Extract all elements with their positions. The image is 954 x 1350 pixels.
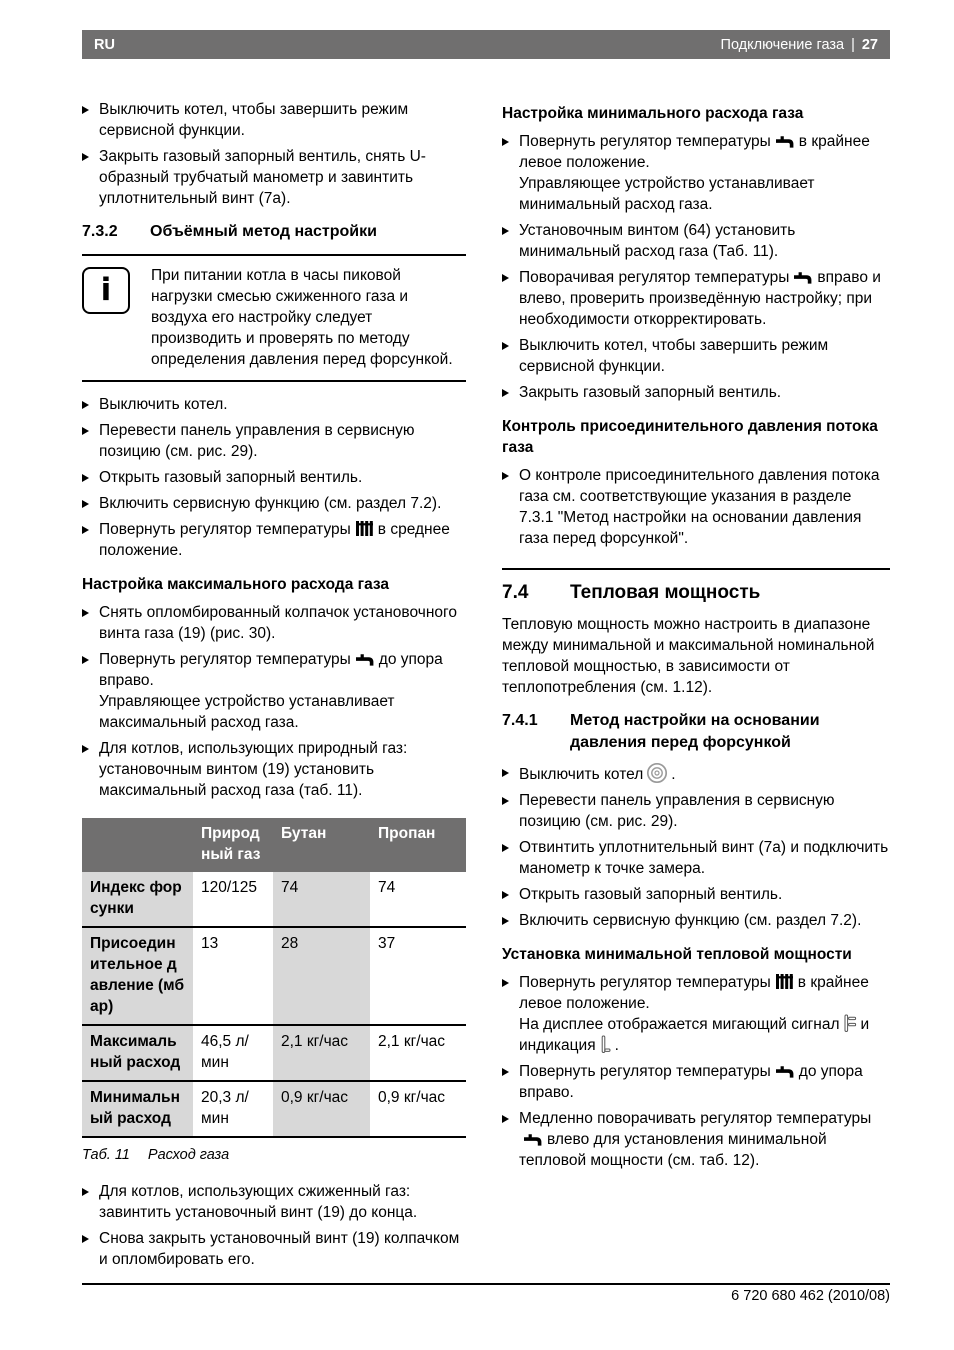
bullet-text: Для котлов, использующих природный газ: установочным винтом (19) установить максимальный расход газа (таб. 11).: [99, 740, 408, 799]
power-knob-icon: [646, 762, 668, 784]
bullet-text: Включить сервисную функцию (см. раздел 7.2).: [99, 495, 442, 512]
radiator-icon: [356, 521, 373, 536]
bullet-text: Перевести панель управления в сервисную позицию (см. рис. 29).: [519, 792, 835, 830]
bullet-icon: [82, 1235, 89, 1243]
bullet-text: Установочным винтом (64) установить минимальный расход газа (Таб. 11).: [519, 222, 796, 260]
cell: 37: [378, 935, 396, 952]
bullet-item: [502, 1108, 890, 1171]
row-label: Присоединительное давление (мбар): [82, 927, 193, 1025]
bullet-icon: [502, 797, 509, 805]
bullet-continuation: Управляющее устройство устанавливает минимальный расход газа.: [519, 175, 815, 213]
bullet-item: [502, 382, 890, 403]
cell: 2,1 кг/час: [378, 1033, 446, 1050]
bullet-item: [502, 790, 890, 832]
note-text: При питании котла в часы пиковой нагрузки смесью сжиженного газа и воздуха его настройку следует производить и проверять по методу определения давления перед форсункой.: [151, 267, 453, 368]
display-segment-indication-icon: [600, 1035, 611, 1054]
section-heading-74: [502, 581, 890, 605]
tap-icon: [776, 134, 794, 148]
bullet-text: Повернуть регулятор температуры до упора вправо. Управляющее устройство устанавливает максимальный расход газа.: [99, 651, 466, 733]
tap-icon: [776, 1064, 794, 1078]
bullet-text: Повернуть регулятор температуры в среднее положение.: [99, 521, 450, 559]
bullet-icon: [82, 106, 89, 114]
page-header-bar: [82, 30, 890, 59]
bullet-text: Выключить котел .: [519, 766, 676, 783]
bullet-icon: [502, 1068, 509, 1076]
bullet-icon: [502, 274, 509, 282]
cell: 13: [201, 935, 219, 952]
bullet-text: Выключить котел, чтобы завершить режим сервисной функции.: [519, 337, 829, 375]
cell: 120/125: [201, 879, 258, 896]
section-title: Метод настройки на основании давления перед форсункой: [570, 712, 820, 751]
cell: 2,1 кг/час: [273, 1025, 370, 1081]
bullet-text: Снять опломбированный колпачок установочного винта газа (19) (рис. 30).: [99, 604, 457, 642]
bullet-text: Выключить котел, чтобы завершить режим сервисной функции.: [99, 101, 409, 139]
section-heading-732: [82, 221, 466, 243]
bullet-icon: [82, 153, 89, 161]
subheading-pressure-control: Контроль присоединительного давления потока газа: [502, 418, 878, 456]
bullet-icon: [502, 389, 509, 397]
bullet-icon: [502, 1115, 509, 1123]
section-number: 7.4: [502, 582, 529, 603]
subheading-set-min-heat-output: Установка минимальной тепловой мощности: [502, 946, 852, 963]
bullet-text: Снова закрыть установочный винт (19) колпачком и опломбировать его.: [99, 1230, 460, 1268]
table-header-butane: Бутан: [273, 818, 370, 872]
bullet-text: Повернуть регулятор температуры в крайнее левое положение. Управляющее устройство устанавливает минимальный расход газа.: [519, 133, 890, 215]
bullet-item: [502, 972, 890, 1056]
cell: 28: [273, 927, 370, 1025]
bullet-icon: [502, 342, 509, 350]
bullet-text: Включить сервисную функцию (см. раздел 7.2).: [519, 912, 862, 929]
table-row: [82, 927, 466, 1025]
bullet-icon: [502, 138, 509, 146]
bullet-item: [82, 420, 466, 462]
table-caption: [82, 1145, 466, 1166]
bullet-item: [502, 1061, 890, 1103]
header-page-number: 27: [861, 36, 878, 53]
row-label: Максимальный расход: [82, 1025, 193, 1081]
bullet-text: Отвинтить уплотнительный винт (7а) и подключить манометр к точке замера.: [519, 839, 889, 877]
header-right: [721, 37, 878, 53]
section-title: Тепловая мощность: [570, 582, 761, 603]
bullet-item: [82, 146, 466, 209]
bullet-item: [502, 837, 890, 879]
row-label: Индекс форсунки: [82, 872, 193, 927]
radiator-icon: [776, 974, 793, 989]
display-segment-signal-icon: [844, 1014, 857, 1033]
subheading-min-gas-flow: Настройка минимального расхода газа: [502, 105, 804, 122]
info-icon: [82, 267, 130, 314]
bullet-item: [82, 1228, 466, 1270]
left-column: [82, 99, 466, 1275]
bullet-icon: [82, 401, 89, 409]
bullet-text: Перевести панель управления в сервисную позицию (см. рис. 29).: [99, 422, 415, 460]
table-caption-label: Таб. 11: [82, 1147, 130, 1163]
tap-icon: [794, 270, 812, 284]
bullet-text: Медленно поворачивать регулятор температурывлево для установления минимальной тепловой мощности (см. таб. 12).: [519, 1110, 872, 1169]
cell: 0,9 кг/час: [378, 1089, 446, 1106]
bullet-item: [82, 467, 466, 488]
divider: [502, 568, 890, 570]
bullet-text: Выключить котел.: [99, 396, 228, 413]
bullet-icon: [502, 917, 509, 925]
bullet-text: О контроле присоединительного давления потока газа см. соответствующие указания в разделе 7.3.1 "Метод настройки на основании давления газа перед форсункой".: [519, 467, 880, 547]
bullet-icon: [82, 474, 89, 482]
bullet-icon: [82, 745, 89, 753]
section-number: 7.4.1: [502, 712, 538, 729]
header-separator: |: [851, 36, 855, 53]
table-caption-text: Расход газа: [147, 1147, 230, 1163]
bullet-item: [82, 602, 466, 644]
table-row: [82, 1081, 466, 1137]
subheading-max-gas-flow: Настройка максимального расхода газа: [82, 576, 390, 593]
note-box: [82, 256, 466, 380]
bullet-item: [502, 220, 890, 262]
bullet-text: Повернуть регулятор температуры до упора вправо.: [519, 1063, 863, 1101]
footer-divider: [82, 1283, 890, 1285]
bullet-icon: [502, 472, 509, 480]
table-header-empty: [82, 818, 193, 872]
bullet-text: Повернуть регулятор температуры в крайнее левое положение. На дисплее отображается мигающий сигнал и индикация .: [519, 974, 890, 1056]
bullet-icon: [502, 891, 509, 899]
bullet-item: [82, 1181, 466, 1223]
bullet-icon: [502, 979, 509, 987]
bullet-icon: [82, 500, 89, 508]
header-language-label: RU: [94, 36, 115, 53]
bullet-continuation: На дисплее отображается мигающий сигнал и индикация .: [519, 1016, 870, 1054]
section-heading-741: [502, 710, 890, 754]
bullet-text: Поворачивая регулятор температуры вправо и влево, проверить произведённую настройку; при необходимости откорректировать.: [519, 269, 881, 328]
bullet-icon: [502, 844, 509, 852]
info-icon-glyph: i: [100, 272, 112, 308]
right-column: [502, 99, 890, 1176]
cell: 74: [273, 872, 370, 927]
cell: 74: [378, 879, 396, 896]
gas-flow-table: [82, 818, 466, 1138]
section-number: 7.3.2: [82, 223, 118, 240]
row-label: Минимальный расход: [82, 1081, 193, 1137]
cell: 20,3 л/мин: [201, 1089, 249, 1127]
bullet-item: [502, 910, 890, 931]
table-header-propane: Пропан: [370, 818, 466, 872]
bullet-item: [82, 493, 466, 514]
bullet-icon: [82, 427, 89, 435]
bullet-text: Открыть газовый запорный вентиль.: [99, 469, 363, 486]
bullet-item: [502, 267, 890, 330]
bullet-item: [82, 649, 466, 733]
bullet-item: [502, 762, 890, 785]
header-chapter-title: Подключение газа: [720, 36, 845, 53]
bullet-text: Закрыть газовый запорный вентиль.: [519, 384, 782, 401]
cell: 46,5 л/мин: [201, 1033, 249, 1071]
divider: [82, 380, 466, 382]
table-row: [82, 1025, 466, 1081]
bullet-icon: [502, 769, 509, 777]
footer-document-number: 6 720 680 462 (2010/08): [731, 1288, 890, 1304]
table-row: [82, 872, 466, 927]
bullet-item: [502, 131, 890, 215]
bullet-text: Закрыть газовый запорный вентиль, снять U-образный трубчатый манометр и завинтить уплотнительный винт (7а).: [99, 148, 426, 207]
tap-icon: [356, 652, 374, 666]
bullet-icon: [82, 656, 89, 664]
bullet-continuation: Управляющее устройство устанавливает максимальный расход газа.: [99, 693, 395, 731]
bullet-icon: [82, 609, 89, 617]
bullet-item: [82, 394, 466, 415]
bullet-text: Открыть газовый запорный вентиль.: [519, 886, 783, 903]
bullet-icon: [82, 526, 89, 534]
bullet-item: [502, 465, 890, 549]
table-header-row: [82, 818, 466, 872]
bullet-item: [82, 519, 466, 561]
bullet-item: [82, 738, 466, 801]
bullet-item: [502, 884, 890, 905]
bullet-text: Для котлов, использующих сжиженный газ: завинтить установочный винт (19) до конца.: [99, 1183, 418, 1221]
bullet-icon: [82, 1188, 89, 1196]
bullet-icon: [502, 227, 509, 235]
tap-icon: [524, 1132, 542, 1146]
section-paragraph: Тепловую мощность можно настроить в диапазоне между минимальной и максимальной номинальной тепловой мощностью, в зависимости от теплопотребления (см. 1.12).: [502, 616, 875, 696]
cell: 0,9 кг/час: [273, 1081, 370, 1137]
bullet-item: [502, 335, 890, 377]
table-header-natural-gas: Природный газ: [193, 818, 273, 872]
bullet-item: [82, 99, 466, 141]
section-title: Объёмный метод настройки: [150, 223, 377, 240]
